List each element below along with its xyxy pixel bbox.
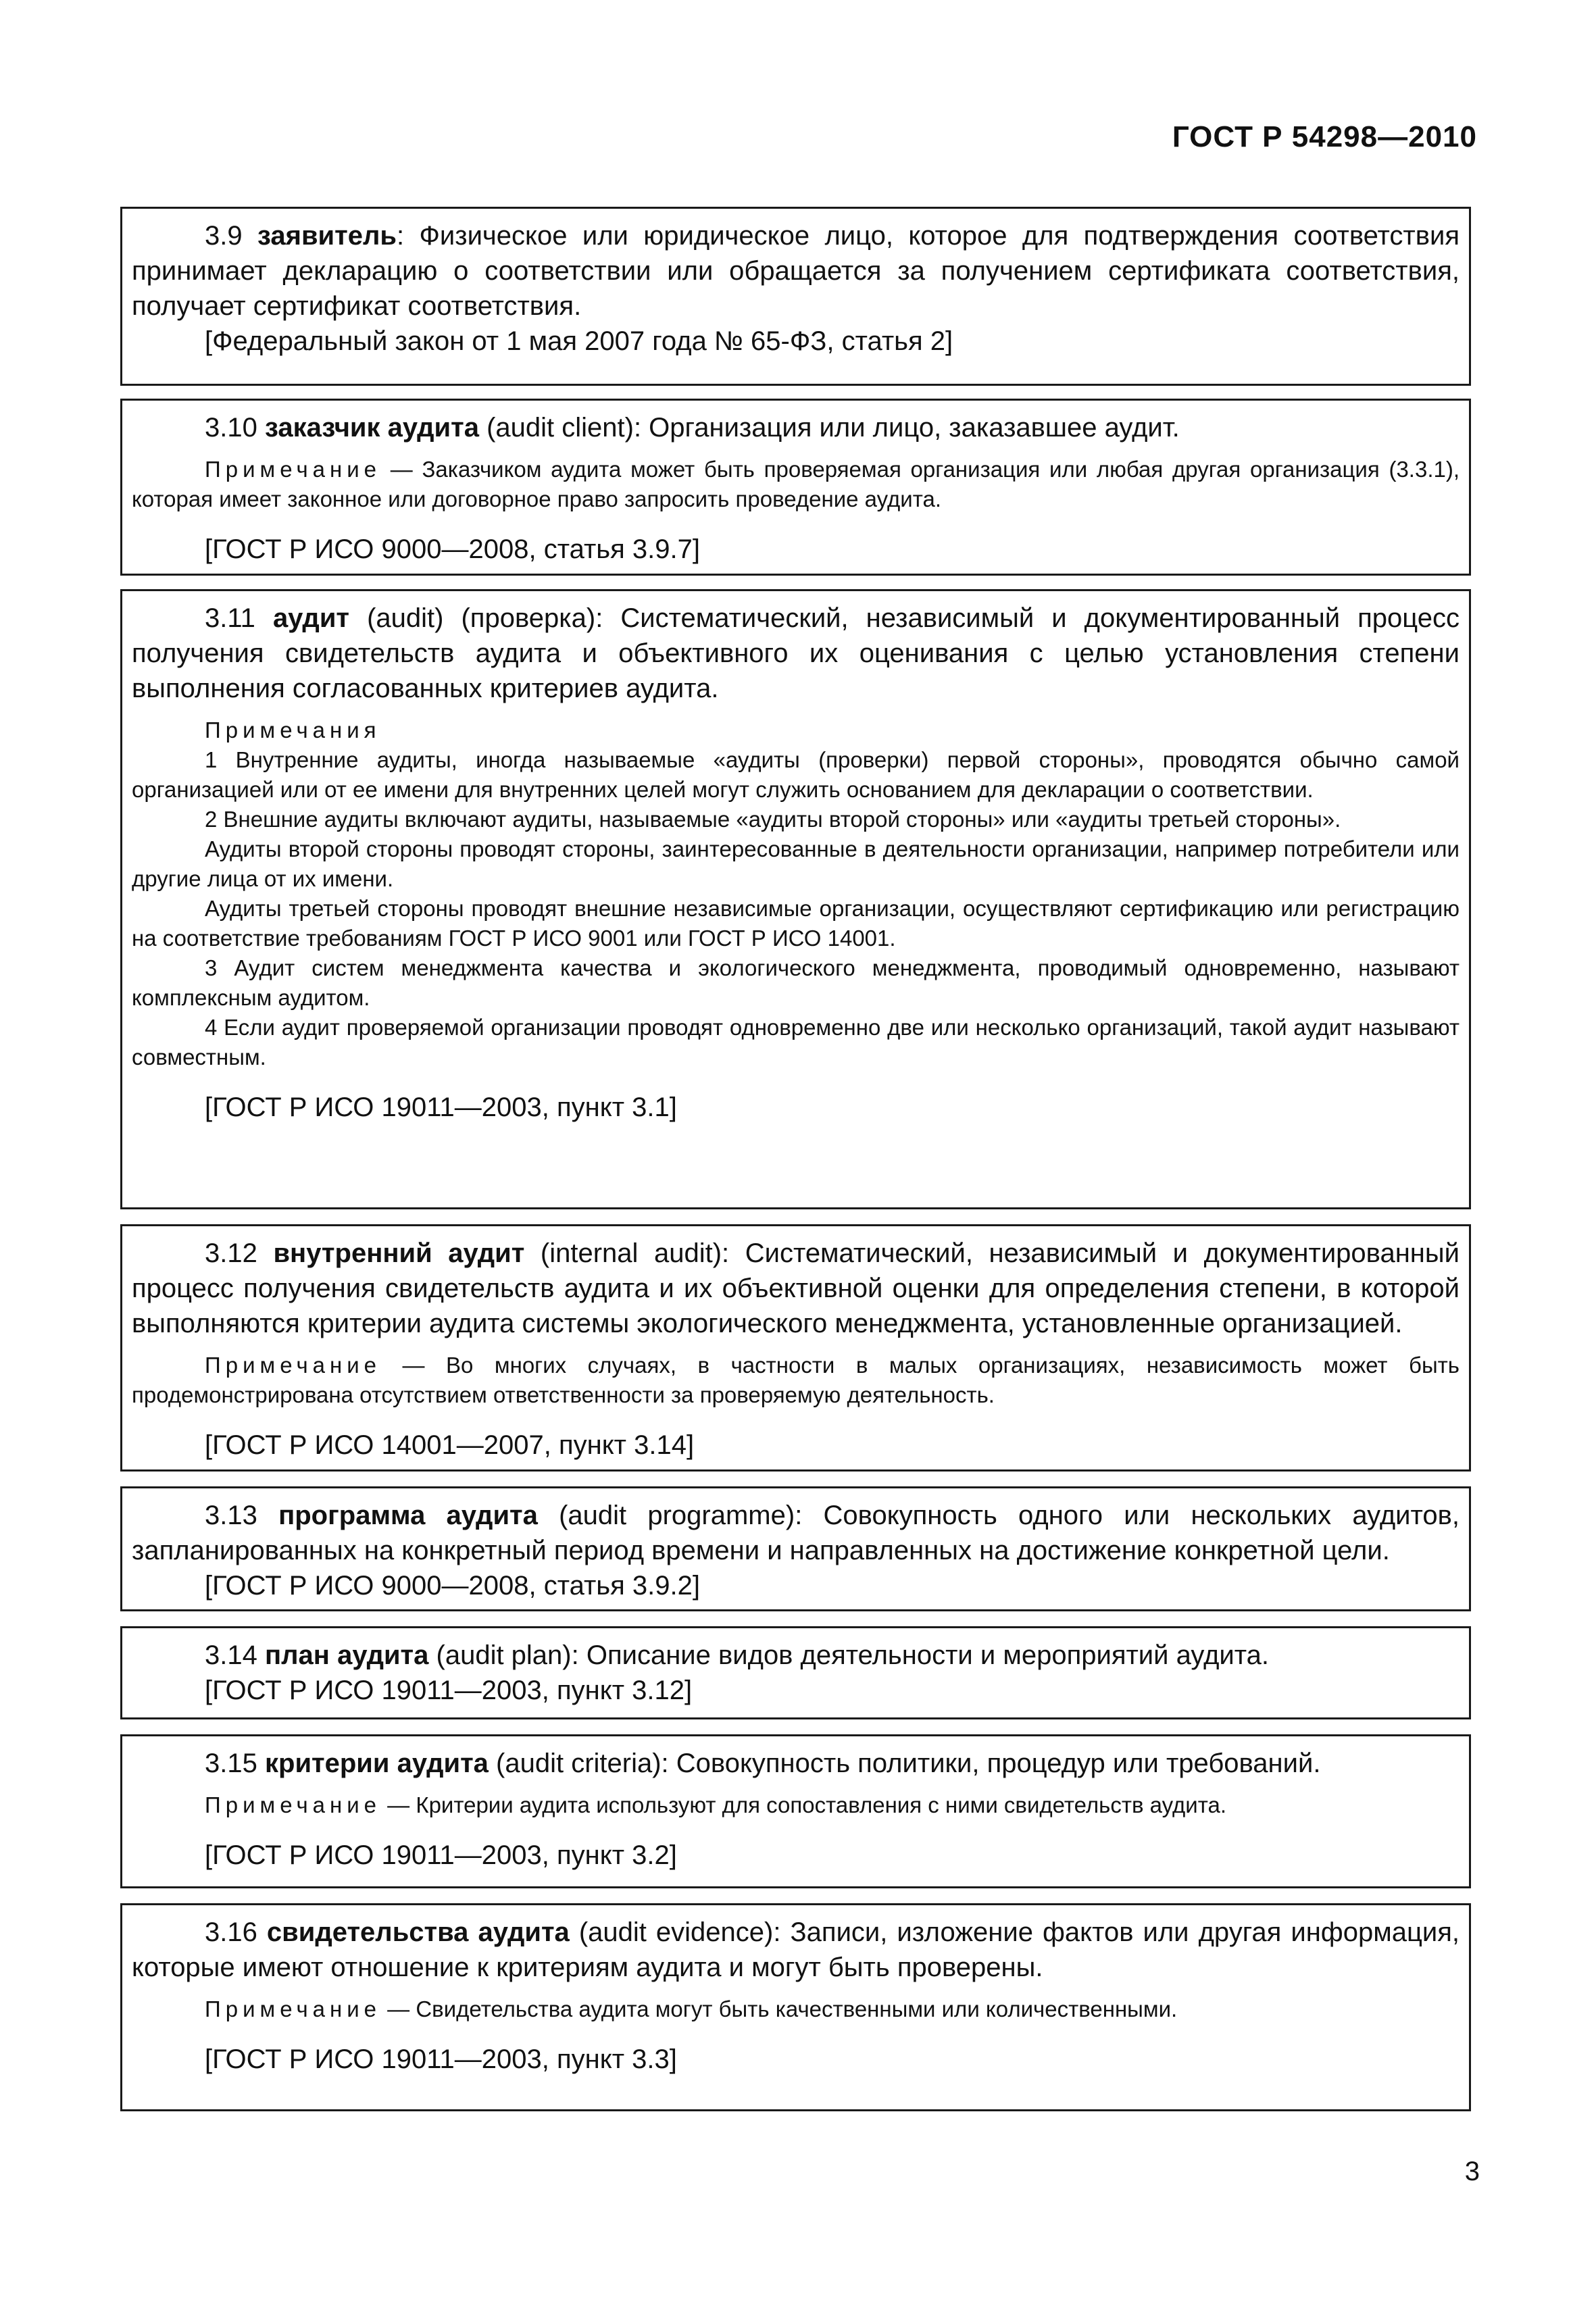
- term-name: план аудита: [264, 1640, 429, 1670]
- term-entry-3-16: [120, 1903, 1471, 2111]
- source-reference: [ГОСТ Р ИСО 19011—2003, пункт 3.3]: [205, 2044, 677, 2074]
- term-name: критерии аудита: [264, 1749, 489, 1778]
- term-number: 3.9: [205, 221, 243, 251]
- note-text: [132, 455, 1460, 514]
- term-definition: (audit client): Организация или лицо, заказавшее аудит.: [478, 413, 1180, 443]
- term-number: 3.13: [205, 1501, 257, 1530]
- term-name: аудит: [272, 603, 350, 633]
- term-entry-3-11: [120, 589, 1471, 1209]
- term-number: 3.11: [205, 603, 255, 633]
- term-entry-3-10: [120, 399, 1471, 576]
- term-entry-3-15: [120, 1734, 1471, 1888]
- term-number: 3.10: [205, 413, 257, 443]
- term-entry-3-9: [120, 207, 1471, 386]
- term-definition: (audit evidence): Записи, изложение фактов или другая информация, которые имеют отношение к критериям аудита и могут быть проверены.: [132, 1917, 1460, 1982]
- term-definition: (audit criteria): Совокупность политики, процедур или требований.: [488, 1749, 1321, 1778]
- definition-text: [132, 218, 1460, 324]
- source-reference: [ГОСТ Р ИСО 9000—2008, статья 3.9.2]: [205, 1571, 700, 1601]
- definition-text: [132, 1236, 1460, 1341]
- source-reference: [ГОСТ Р ИСО 19011—2003, пункт 3.1]: [205, 1092, 677, 1122]
- note-label: Примечание: [205, 1996, 382, 2021]
- term-definition: (audit) (проверка): Систематический, независимый и документированный процесс получения свидетельств аудита и объективного их оценивания с целью установления степени выполнения согласованных критериев аудита.: [132, 603, 1460, 703]
- source-reference: [ГОСТ Р ИСО 9000—2008, статья 3.9.7]: [205, 534, 700, 564]
- notes-label: Примечания: [205, 718, 381, 743]
- term-name: свидетельства аудита: [266, 1917, 570, 1947]
- page-number: 3: [1464, 2157, 1480, 2186]
- note-label: Примечание: [205, 457, 382, 482]
- term-number: 3.12: [205, 1238, 257, 1268]
- note-label: Примечание: [205, 1792, 382, 1817]
- source-reference: [ГОСТ Р ИСО 14001—2007, пункт 3.14]: [205, 1430, 695, 1460]
- note-label: Примечание: [205, 1353, 382, 1378]
- source-reference: [ГОСТ Р ИСО 19011—2003, пункт 3.2]: [205, 1840, 677, 1870]
- note-item-2: 2 Внешние аудиты включают аудиты, называемые «аудиты второй стороны» или «аудиты третьей стороны».: [205, 807, 1341, 832]
- note-item-3: 3 Аудит систем менеджмента качества и экологического менеджмента, проводимый одновременно, называют комплексным аудитом.: [132, 955, 1460, 1010]
- term-name: программа аудита: [278, 1501, 538, 1530]
- term-definition: (audit programme): Совокупность одного или нескольких аудитов, запланированных на конкретный период времени и направленных на достижение конкретной цели.: [132, 1501, 1460, 1565]
- term-number: 3.14: [205, 1640, 257, 1670]
- note-text: [132, 1351, 1460, 1410]
- note-body: — Свидетельства аудита могут быть качественными или количественными.: [381, 1996, 1178, 2021]
- term-number: 3.16: [205, 1917, 257, 1947]
- note-item-2a: Аудиты второй стороны проводят стороны, заинтересованные в деятельности организации, например потребители или другие лица от их имени.: [132, 836, 1460, 891]
- definition-text: [132, 601, 1460, 706]
- term-name: заказчик аудита: [264, 413, 479, 443]
- term-definition: (internal audit): Систематический, независимый и документированный процесс получения свидетельств аудита и их объективной оценки для определения степени, в которой выполняются критерии аудита системы экологического менеджмента, установленные организацией.: [132, 1238, 1460, 1338]
- term-entry-3-13: [120, 1486, 1471, 1611]
- note-body: — Во многих случаях, в частности в малых организациях, независимость может быть продемонстрирована отсутствием ответственности за проверяемую деятельность.: [132, 1353, 1460, 1407]
- document-code-header: ГОСТ Р 54298—2010: [1172, 120, 1477, 153]
- note-body: — Заказчиком аудита может быть проверяемая организация или любая другая организация (3.3.1), которая имеет законное или договорное право запросить проведение аудита.: [132, 457, 1460, 511]
- term-definition: : Физическое или юридическое лицо, которое для подтверждения соответствия принимает декларацию о соответствии или обращается за получением сертификата соответствия, получает сертификат соответствия.: [132, 221, 1460, 321]
- definition-text: [132, 1915, 1460, 1985]
- definition-text: [132, 1746, 1460, 1781]
- note-item-1: 1 Внутренние аудиты, иногда называемые «аудиты (проверки) первой стороны», проводятся обычно самой организацией или от ее имени для внутренних целей могут служить основанием для декларации о соответствии.: [132, 747, 1460, 802]
- source-reference: [ГОСТ Р ИСО 19011—2003, пункт 3.12]: [205, 1676, 693, 1705]
- term-entry-3-12: [120, 1224, 1471, 1472]
- note-item-2b: Аудиты третьей стороны проводят внешние независимые организации, осуществляют сертификацию или регистрацию на соответствие требованиям ГОСТ Р ИСО 9001 или ГОСТ Р ИСО 14001.: [132, 896, 1460, 951]
- term-name: внутренний аудит: [273, 1238, 525, 1268]
- note-item-4: 4 Если аудит проверяемой организации проводят одновременно две или несколько организаций, такой аудит называют совместным.: [132, 1015, 1460, 1070]
- term-entry-3-14: [120, 1626, 1471, 1719]
- note-body: — Критерии аудита используют для сопоставления с ними свидетельств аудита.: [381, 1792, 1227, 1817]
- term-number: 3.15: [205, 1749, 257, 1778]
- note-text: [132, 1790, 1460, 1820]
- note-text: [132, 1994, 1460, 2024]
- definition-text: [132, 1498, 1460, 1568]
- definition-text: [132, 410, 1460, 445]
- source-reference: [Федеральный закон от 1 мая 2007 года № 65-ФЗ, статья 2]: [205, 326, 953, 356]
- term-definition: (audit plan): Описание видов деятельности и мероприятий аудита.: [428, 1640, 1269, 1670]
- definition-text: [132, 1638, 1460, 1673]
- term-name: заявитель: [257, 221, 397, 251]
